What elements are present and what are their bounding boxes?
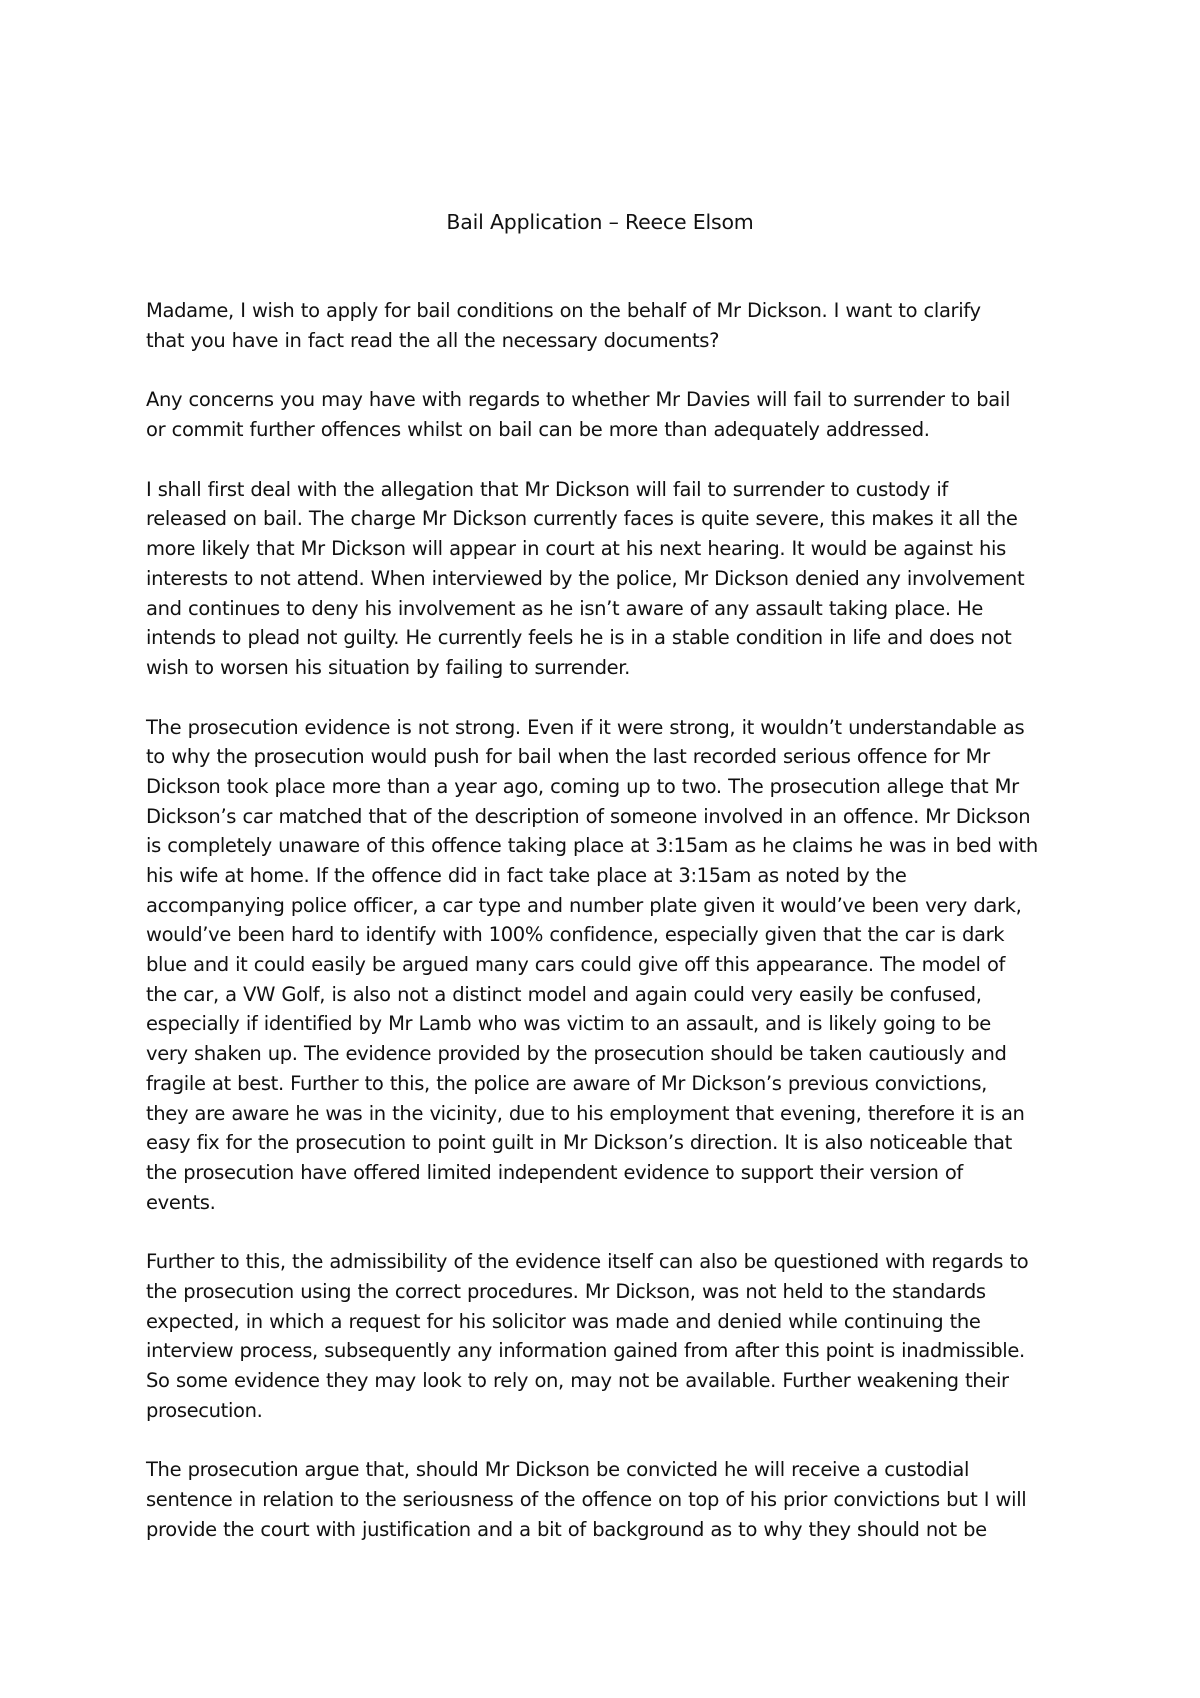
text-line: especially if identified by Mr Lamb who was victim to an assault, and is likely going to be	[146, 1012, 991, 1036]
text-line: accompanying police officer, a car type and number plate given it would’ve been very dark,	[146, 893, 1022, 917]
text-line: prosecution.	[146, 1398, 263, 1422]
document-title: Bail Application – Reece Elsom	[446, 210, 754, 234]
text-line: the car, a VW Golf, is also not a distinct model and again could very easily be confused,	[146, 982, 982, 1006]
text-line: expected, in which a request for his solicitor was made and denied while continuing the	[146, 1309, 981, 1333]
text-line: provide the court with justification and a bit of background as to why they should not be	[146, 1517, 987, 1541]
text-line: his wife at home. If the offence did in fact take place at 3:15am as noted by the	[146, 864, 907, 887]
text-line: more likely that Mr Dickson will appear in court at his next hearing. It would be against his	[146, 537, 1006, 561]
text-line: the prosecution using the correct procedures. Mr Dickson, was not held to the standards	[146, 1279, 986, 1303]
paragraph-surrender	[146, 475, 1076, 683]
text-line: blue and it could easily be argued many cars could give off this appearance. The model of	[146, 953, 1006, 977]
text-line: interests to not attend. When interviewed by the police, Mr Dickson denied any involvement	[146, 566, 1025, 590]
text-line: they are aware he was in the vicinity, due to his employment that evening, therefore it is an	[146, 1101, 1025, 1125]
text-line: I shall first deal with the allegation that Mr Dickson will fail to surrender to custody if	[146, 477, 948, 501]
text-line: Any concerns you may have with regards to whether Mr Davies will fail to surrender to bail	[146, 388, 1011, 412]
text-line: sentence in relation to the seriousness of the offence on top of his prior convictions but I will	[146, 1488, 1027, 1512]
text-line: and continues to deny his involvement as he isn’t aware of any assault taking place. He	[146, 596, 983, 620]
text-line: or commit further offences whilst on bail can be more than adequately addressed.	[146, 418, 930, 442]
text-line: Madame, I wish to apply for bail conditions on the behalf of Mr Dickson. I want to clarify	[146, 299, 981, 322]
text-line: to why the prosecution would push for bail when the last recorded serious offence for Mr	[146, 745, 990, 769]
text-line: that you have in fact read the all the necessary documents?	[146, 328, 720, 352]
document-body	[146, 296, 1076, 1574]
text-line: Dickson took place more than a year ago, coming up to two. The prosecution allege that Mr	[146, 774, 1019, 798]
text-line: is completely unaware of this offence taking place at 3:15am as he claims he was in bed with	[146, 834, 1038, 858]
text-line: very shaken up. The evidence provided by the prosecution should be taken cautiously and	[146, 1042, 1007, 1066]
text-line: easy fix for the prosecution to point guilt in Mr Dickson’s direction. It is also noticeable that	[146, 1131, 1012, 1155]
text-line: the prosecution have offered limited independent evidence to support their version of	[146, 1160, 963, 1184]
paragraph-bail-request	[146, 296, 1076, 355]
text-line: The prosecution evidence is not strong. Even if it were strong, it wouldn’t understandable as	[146, 715, 1025, 739]
text-line: would’ve been hard to identify with 100% confidence, especially given that the car is dark	[146, 923, 1005, 947]
paragraph-custodial-sentence	[146, 1455, 1076, 1544]
text-line: The prosecution argue that, should Mr Dickson be convicted he will receive a custodial	[146, 1458, 970, 1482]
text-line: released on bail. The charge Mr Dickson currently faces is quite severe, this makes it all the	[146, 507, 1018, 531]
text-line: wish to worsen his situation by failing to surrender.	[146, 655, 630, 679]
text-line: Further to this, the admissibility of the evidence itself can also be questioned with regards to	[146, 1250, 1029, 1274]
text-line: fragile at best. Further to this, the police are aware of Mr Dickson’s previous convictions,	[146, 1071, 987, 1095]
text-line: events.	[146, 1190, 216, 1214]
text-line: intends to plead not guilty. He currently feels he is in a stable condition in life and does not	[146, 626, 1012, 650]
paragraph-concerns	[146, 385, 1076, 444]
paragraph-evidence	[146, 713, 1076, 1218]
text-line: Dickson’s car matched that of the description of someone involved in an offence. Mr Dickson	[146, 804, 1031, 828]
text-line: So some evidence they may look to rely on, may not be available. Further weakening their	[146, 1369, 1009, 1392]
paragraph-admissibility	[146, 1247, 1076, 1425]
text-line: interview process, subsequently any information gained from after this point is inadmissible.	[146, 1339, 1025, 1363]
